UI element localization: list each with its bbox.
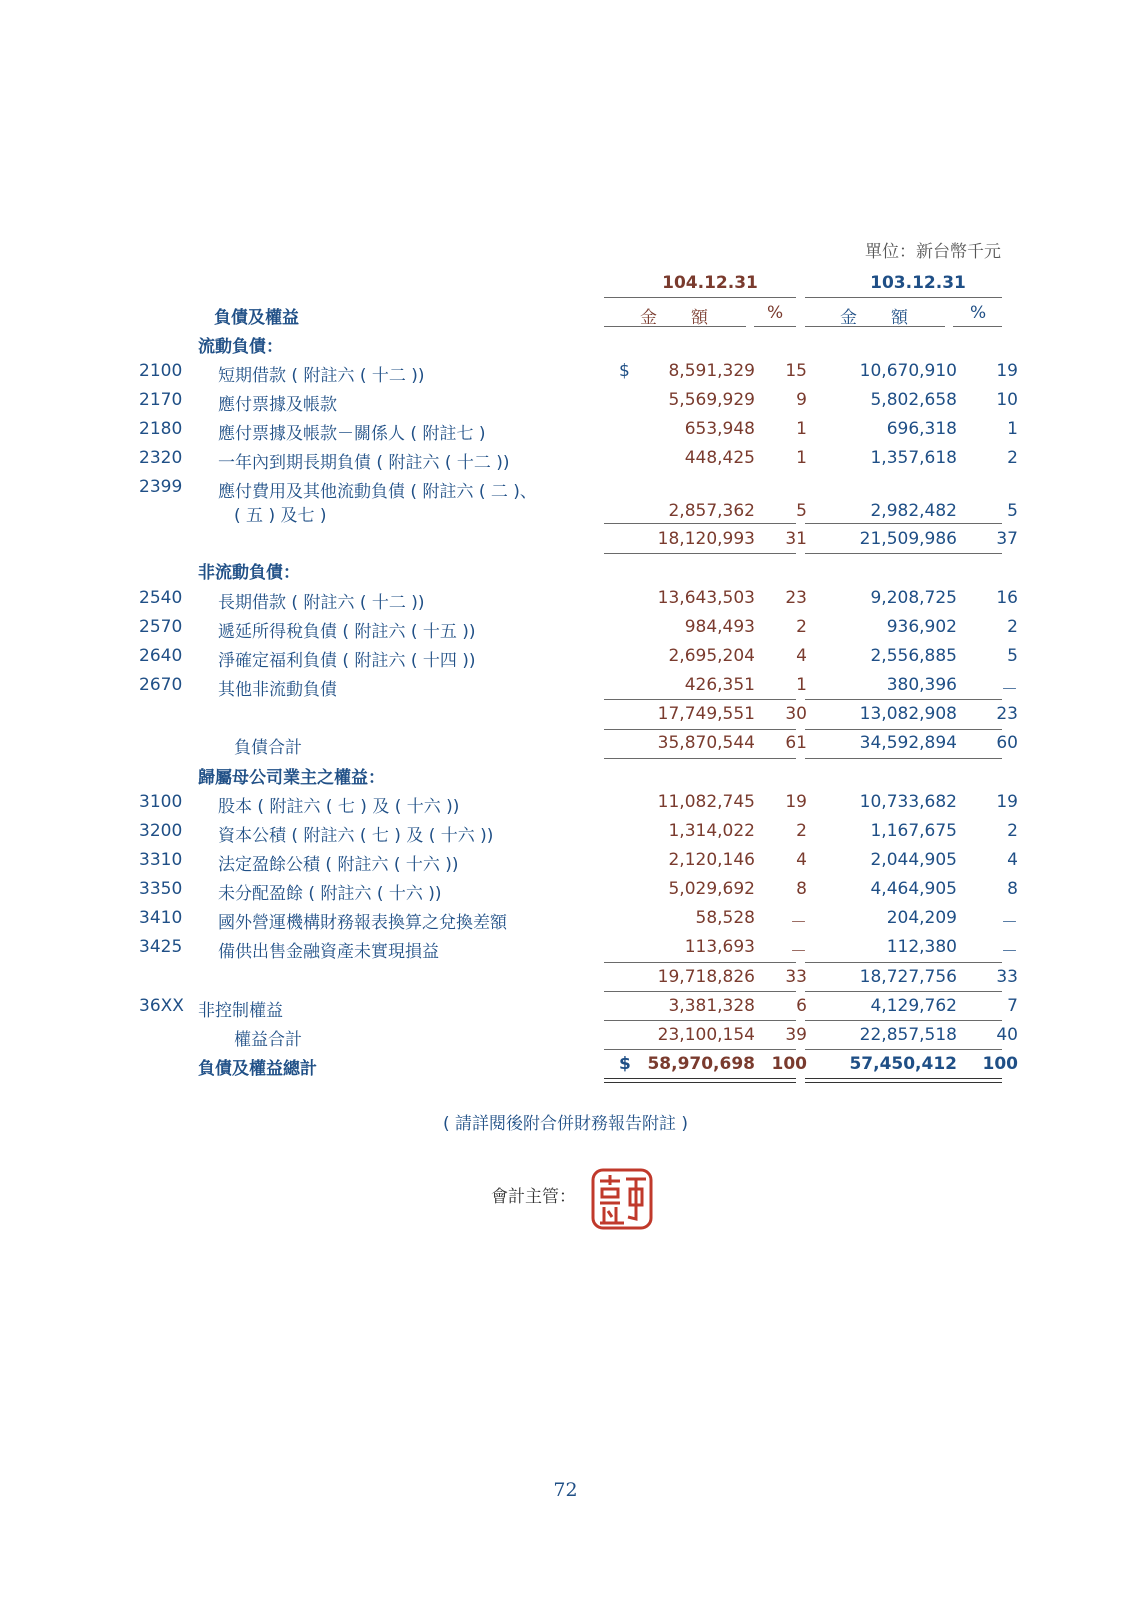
account-code: 3410	[139, 908, 183, 928]
amount-2015: 23,100,154	[657, 1025, 755, 1045]
pct-2014: 2	[1007, 617, 1018, 637]
account-code: 3200	[139, 821, 183, 841]
account-label: 應付票據及帳款	[218, 395, 337, 415]
pct-2014: 23	[996, 704, 1018, 724]
account-code: 2180	[139, 419, 183, 439]
amount-2015: 58,970,698	[647, 1054, 755, 1074]
double-rule	[805, 1078, 1002, 1083]
amount-header-y1: 金 額	[640, 308, 708, 328]
row-3350	[0, 879, 1131, 909]
pct-2015: 1	[796, 448, 807, 468]
account-label: 未分配盈餘 ( 附註六 ( 十六 ))	[218, 884, 442, 904]
amount-2015: 426,351	[684, 675, 755, 695]
pct-header-y2: %	[970, 303, 987, 323]
amount-2015: 17,749,551	[657, 704, 755, 724]
amount-2014: 380,396	[886, 675, 957, 695]
pct-2015: 5	[796, 501, 807, 521]
pct-2015: 19	[785, 792, 807, 812]
rule	[604, 991, 796, 992]
pct-2015: 2	[796, 821, 807, 841]
account-label: 應付費用及其他流動負債 ( 附註六 ( 二 )、	[218, 482, 537, 502]
page-title: 負債及權益	[214, 308, 299, 328]
pct-2014: 40	[996, 1025, 1018, 1045]
amount-2014: 4,464,905	[870, 879, 957, 899]
chief-accountant-label: 會計主管：	[491, 1187, 576, 1207]
account-label: 資本公積 ( 附註六 ( 七 ) 及 ( 十六 ))	[218, 826, 494, 846]
pct-2014: 37	[996, 529, 1018, 549]
section-current-liabilities: 流動負債：	[198, 337, 283, 357]
pct-2014: 100	[982, 1054, 1018, 1074]
rule	[805, 991, 1002, 992]
pct-2014: －	[1001, 680, 1018, 700]
pct-2014: 5	[1007, 646, 1018, 666]
account-code: 2399	[139, 477, 183, 497]
pct-2015: 23	[785, 588, 807, 608]
account-label: 備供出售金融資產未實現損益	[218, 942, 439, 962]
pct-2014: 60	[996, 733, 1018, 753]
rule	[604, 758, 796, 759]
account-label: 權益合計	[234, 1030, 302, 1050]
amount-2015: 1,314,022	[668, 821, 755, 841]
account-label: 短期借款 ( 附註六 ( 十二 ))	[218, 366, 425, 386]
row-36xx	[0, 996, 1131, 1026]
rule	[604, 729, 796, 730]
unit-label: 單位：新台幣千元	[865, 242, 1001, 262]
account-label-cont: ( 五 ) 及七 )	[234, 506, 327, 526]
amount-2015: 58,528	[695, 908, 755, 928]
amount-2015: 2,695,204	[668, 646, 755, 666]
rule	[604, 962, 796, 963]
pct-2015: 15	[785, 361, 807, 381]
year-header-2014: 103.12.31	[870, 273, 966, 293]
amount-2015: 13,643,503	[657, 588, 755, 608]
rule	[805, 553, 1002, 554]
amount-2014: 22,857,518	[859, 1025, 957, 1045]
subheader-rule-p2	[953, 326, 1002, 327]
amount-2014: 936,902	[886, 617, 957, 637]
amount-2014: 10,733,682	[859, 792, 957, 812]
row-3310	[0, 850, 1131, 880]
rule	[805, 1049, 1002, 1050]
rule	[805, 699, 1002, 700]
header-rule-y2	[805, 297, 1002, 298]
section-parent-equity: 歸屬母公司業主之權益：	[198, 768, 385, 788]
amount-2014: 10,670,910	[859, 361, 957, 381]
pct-2014: －	[1001, 942, 1018, 962]
seal-stamp-icon	[590, 1167, 654, 1231]
notes-reference: ( 請詳閱後附合併財務報告附註 )	[442, 1114, 689, 1134]
pct-2015: 30	[785, 704, 807, 724]
account-label: 其他非流動負債	[218, 680, 337, 700]
account-code: 2170	[139, 390, 183, 410]
pct-2014: 5	[1007, 501, 1018, 521]
pct-header-y1: %	[767, 303, 784, 323]
account-code: 2540	[139, 588, 183, 608]
amount-2014: 204,209	[886, 908, 957, 928]
pct-2015: 1	[796, 675, 807, 695]
amount-2014: 1,357,618	[870, 448, 957, 468]
pct-2015: 1	[796, 419, 807, 439]
amount-2015: 448,425	[684, 448, 755, 468]
header-rule-y1	[604, 297, 796, 298]
row-2170	[0, 390, 1131, 420]
subheader-rule-a2	[805, 326, 945, 327]
pct-2015: 6	[796, 996, 807, 1016]
row-2570	[0, 617, 1131, 647]
account-label: 淨確定福利負債 ( 附註六 ( 十四 ))	[218, 651, 476, 671]
subtotal-parent-equity	[0, 967, 1131, 997]
account-code: 2100	[139, 361, 183, 381]
rule	[805, 729, 1002, 730]
rule	[805, 1020, 1002, 1021]
pct-2015: 4	[796, 646, 807, 666]
pct-2014: 8	[1007, 879, 1018, 899]
account-label: 負債合計	[234, 738, 302, 758]
row-3410	[0, 908, 1131, 938]
account-label: 法定盈餘公積 ( 附註六 ( 十六 ))	[218, 855, 459, 875]
amount-2015: 5,029,692	[668, 879, 755, 899]
account-label: 長期借款 ( 附註六 ( 十二 ))	[218, 593, 425, 613]
amount-2015: 8,591,329	[668, 361, 755, 381]
dollar-sign: $	[619, 361, 630, 381]
account-label: 遞延所得稅負債 ( 附註六 ( 十五 ))	[218, 622, 476, 642]
pct-2014: 2	[1007, 448, 1018, 468]
account-label: 非控制權益	[198, 1001, 283, 1021]
row-3100	[0, 792, 1131, 822]
pct-2015: －	[790, 913, 807, 933]
double-rule	[604, 1078, 796, 1083]
dollar-sign: $	[619, 1054, 631, 1074]
amount-header-y2: 金 額	[840, 308, 908, 328]
account-code: 2640	[139, 646, 183, 666]
amount-2014: 696,318	[886, 419, 957, 439]
page-number: 72	[553, 1479, 578, 1501]
rule	[805, 962, 1002, 963]
pct-2014: 4	[1007, 850, 1018, 870]
amount-2015: 984,493	[684, 617, 755, 637]
section-noncurrent-liabilities: 非流動負債：	[198, 563, 300, 583]
amount-2015: 11,082,745	[657, 792, 755, 812]
row-2180	[0, 419, 1131, 449]
amount-2015: 5,569,929	[668, 390, 755, 410]
amount-2014: 4,129,762	[870, 996, 957, 1016]
pct-2015: 100	[771, 1054, 807, 1074]
pct-2014: 2	[1007, 821, 1018, 841]
account-label: 股本 ( 附註六 ( 七 ) 及 ( 十六 ))	[218, 797, 460, 817]
amount-2015: 18,120,993	[657, 529, 755, 549]
pct-2014: 19	[996, 792, 1018, 812]
account-label: 應付票據及帳款－關係人 ( 附註七 )	[218, 424, 486, 444]
pct-2015: 31	[785, 529, 807, 549]
pct-2015: －	[790, 942, 807, 962]
account-code: 36XX	[139, 996, 184, 1016]
amount-2015: 2,120,146	[668, 850, 755, 870]
amount-2014: 5,802,658	[870, 390, 957, 410]
pct-2015: 61	[785, 733, 807, 753]
pct-2015: 33	[785, 967, 807, 987]
amount-2014: 18,727,756	[859, 967, 957, 987]
pct-2014: 10	[996, 390, 1018, 410]
account-label: 負債及權益總計	[198, 1059, 317, 1079]
rule	[604, 1020, 796, 1021]
amount-2014: 57,450,412	[849, 1054, 957, 1074]
amount-2014: 13,082,908	[859, 704, 957, 724]
account-code: 2570	[139, 617, 183, 637]
amount-2014: 2,044,905	[870, 850, 957, 870]
row-2640	[0, 646, 1131, 676]
pct-2014: 7	[1007, 996, 1018, 1016]
account-code: 3425	[139, 937, 183, 957]
row-3200	[0, 821, 1131, 851]
amount-2014: 2,556,885	[870, 646, 957, 666]
row-2540	[0, 588, 1131, 618]
amount-2015: 2,857,362	[668, 501, 755, 521]
account-label: 國外營運機構財務報表換算之兌換差額	[218, 913, 507, 933]
account-label: 一年內到期長期負債 ( 附註六 ( 十二 ))	[218, 453, 510, 473]
amount-2014: 9,208,725	[870, 588, 957, 608]
rule	[604, 553, 796, 554]
account-code: 3310	[139, 850, 183, 870]
pct-2014: 19	[996, 361, 1018, 381]
amount-2015: 653,948	[684, 419, 755, 439]
row-2320	[0, 448, 1131, 478]
rule	[604, 1049, 796, 1050]
amount-2014: 21,509,986	[859, 529, 957, 549]
pct-2015: 8	[796, 879, 807, 899]
pct-2014: 1	[1007, 419, 1018, 439]
subheader-rule-a1	[604, 326, 746, 327]
subtotal-current	[0, 529, 1131, 559]
amount-2014: 34,592,894	[859, 733, 957, 753]
amount-2015: 113,693	[684, 937, 755, 957]
amount-2015: 35,870,544	[657, 733, 755, 753]
account-code: 2320	[139, 448, 183, 468]
row-2100	[0, 361, 1131, 391]
row-2670	[0, 675, 1131, 705]
account-code: 2670	[139, 675, 183, 695]
pct-2014: 33	[996, 967, 1018, 987]
pct-2015: 2	[796, 617, 807, 637]
rule	[604, 699, 796, 700]
account-code: 3100	[139, 792, 183, 812]
pct-2014: 16	[996, 588, 1018, 608]
amount-2015: 3,381,328	[668, 996, 755, 1016]
rule	[805, 758, 1002, 759]
amount-2015: 19,718,826	[657, 967, 755, 987]
amount-2014: 112,380	[886, 937, 957, 957]
row-equity-total	[0, 1025, 1131, 1055]
account-code: 3350	[139, 879, 183, 899]
rule	[805, 523, 1002, 524]
subheader-rule-p1	[754, 326, 796, 327]
pct-2015: 9	[796, 390, 807, 410]
rule	[604, 523, 796, 524]
amount-2014: 1,167,675	[870, 821, 957, 841]
amount-2014: 2,982,482	[870, 501, 957, 521]
pct-2015: 39	[785, 1025, 807, 1045]
pct-2014: －	[1001, 913, 1018, 933]
pct-2015: 4	[796, 850, 807, 870]
year-header-2015: 104.12.31	[662, 273, 758, 293]
